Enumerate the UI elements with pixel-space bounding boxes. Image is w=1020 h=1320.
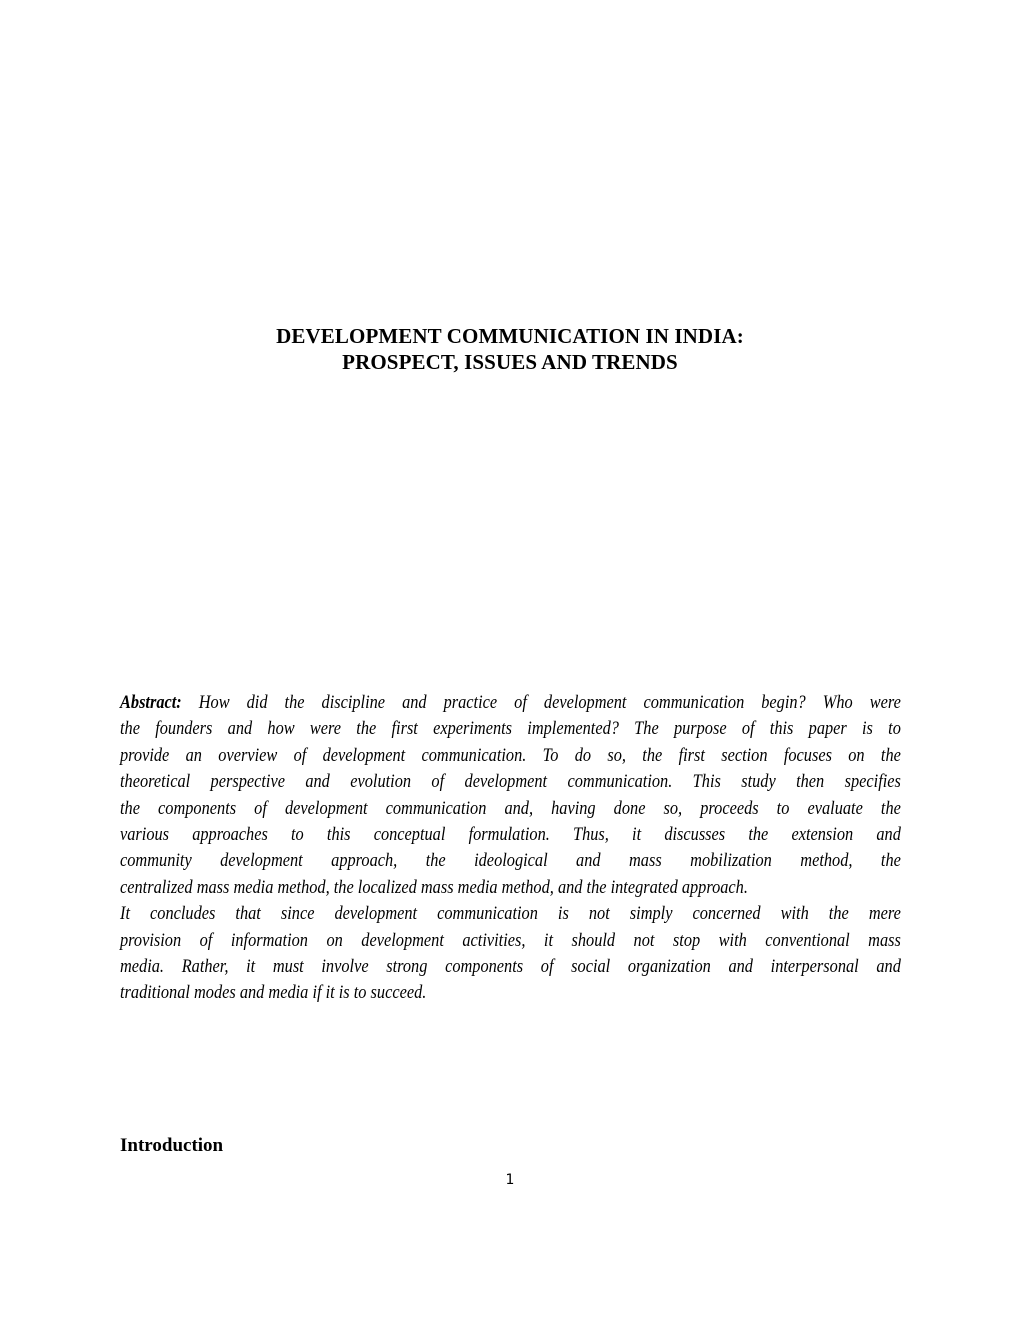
page-number: 1: [505, 1172, 515, 1188]
abstract-line: the components of development communication and, having done so, proceeds to evaluate the: [120, 797, 901, 819]
abstract-line: It concludes that since development communication is not simply concerned with the mere: [120, 903, 901, 925]
paper-title: [0, 323, 1020, 375]
abstract-line: provide an overview of development communication. To do so, the first section focuses on the: [120, 744, 901, 766]
abstract-line: traditional modes and media if it is to succeed.: [120, 982, 427, 1004]
abstract-line: provision of information on development activities, it should not stop with conventional mass: [120, 929, 901, 951]
abstract-line: centralized mass media method, the localized mass media method, and the integrated approach.: [120, 876, 748, 898]
abstract-line: media. Rather, it must involve strong components of social organization and interpersonal and: [120, 955, 901, 977]
abstract-line: theoretical perspective and evolution of development communication. This study then specifies: [120, 771, 901, 793]
abstract-line-text: How did the discipline and practice of development communication begin? Who were: [181, 692, 901, 713]
abstract-paragraph: [120, 690, 901, 1007]
abstract-line: the founders and how were the first experiments implemented? The purpose of this paper is to: [120, 718, 901, 740]
abstract-line: [120, 690, 901, 716]
section-heading-introduction: Introduction: [120, 1135, 224, 1156]
paper-title-line-2: PROSPECT, ISSUES AND TRENDS: [342, 350, 678, 374]
abstract-line: community development approach, the ideological and mass mobilization method, the: [120, 850, 901, 872]
paper-title-line-1: DEVELOPMENT COMMUNICATION IN INDIA:: [276, 324, 744, 348]
abstract-label: Abstract:: [120, 692, 182, 713]
abstract-line: various approaches to this conceptual formulation. Thus, it discusses the extension and: [120, 823, 901, 845]
